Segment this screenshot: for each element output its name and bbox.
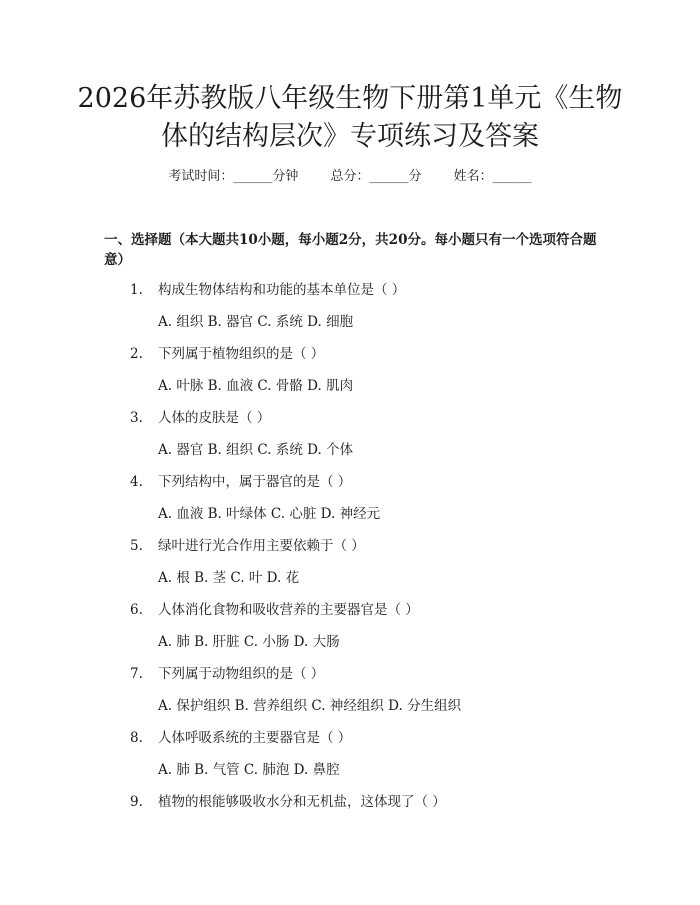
question-text: 下列结构中，属于器官的是（ ） [158,474,352,490]
question-text: 人体消化食物和吸收营养的主要器官是（ ） [158,602,419,618]
exam-info-line [0,168,700,186]
question-number: 9. [130,794,143,810]
question-number: 3. [130,410,143,426]
question-text: 下列属于植物组织的是（ ） [158,346,325,362]
question-text: 构成生物体结构和功能的基本单位是（ ） [158,282,406,298]
question-number: 5. [130,538,143,554]
student-name-field: 姓名：______ [453,169,532,184]
exam-time-field: 考试时间：______分钟 [168,169,299,184]
question-options: A. 叶脉 B. 血液 C. 骨骼 D. 肌肉 [158,378,354,394]
question-options: A. 器官 B. 组织 C. 系统 D. 个体 [158,442,354,458]
question-number: 1. [130,282,143,298]
question-options: A. 肺 B. 气管 C. 肺泡 D. 鼻腔 [158,762,340,778]
question-options: A. 肺 B. 肝脏 C. 小肠 D. 大肠 [158,634,340,650]
total-score-field: 总分：______分 [330,169,422,184]
question-number: 4. [130,474,143,490]
question-number: 6. [130,602,143,618]
question-text: 植物的根能够吸收水分和无机盐，这体现了（ ） [158,794,446,810]
question-text: 人体呼吸系统的主要器官是（ ） [158,730,352,746]
question-text: 下列属于动物组织的是（ ） [158,666,325,682]
question-number: 8. [130,730,143,746]
question-number: 7. [130,666,143,682]
document-title: 2026年苏教版八年级生物下册第1单元《生物体的结构层次》专项练习及答案 [77,83,623,152]
question-text: 人体的皮肤是（ ） [158,410,271,426]
question-options: A. 组织 B. 器官 C. 系统 D. 细胞 [158,314,354,330]
question-options: A. 血液 B. 叶绿体 C. 心脏 D. 神经元 [158,506,381,522]
question-options: A. 根 B. 茎 C. 叶 D. 花 [158,570,300,586]
section-heading: 一、选择题（本大题共10小题，每小题2分，共20分。每小题只有一个选项符合题意） [104,232,597,268]
question-number: 2. [130,346,143,362]
question-text: 绿叶进行光合作用主要依赖于（ ） [158,538,365,554]
question-options: A. 保护组织 B. 营养组织 C. 神经组织 D. 分生组织 [158,698,462,714]
